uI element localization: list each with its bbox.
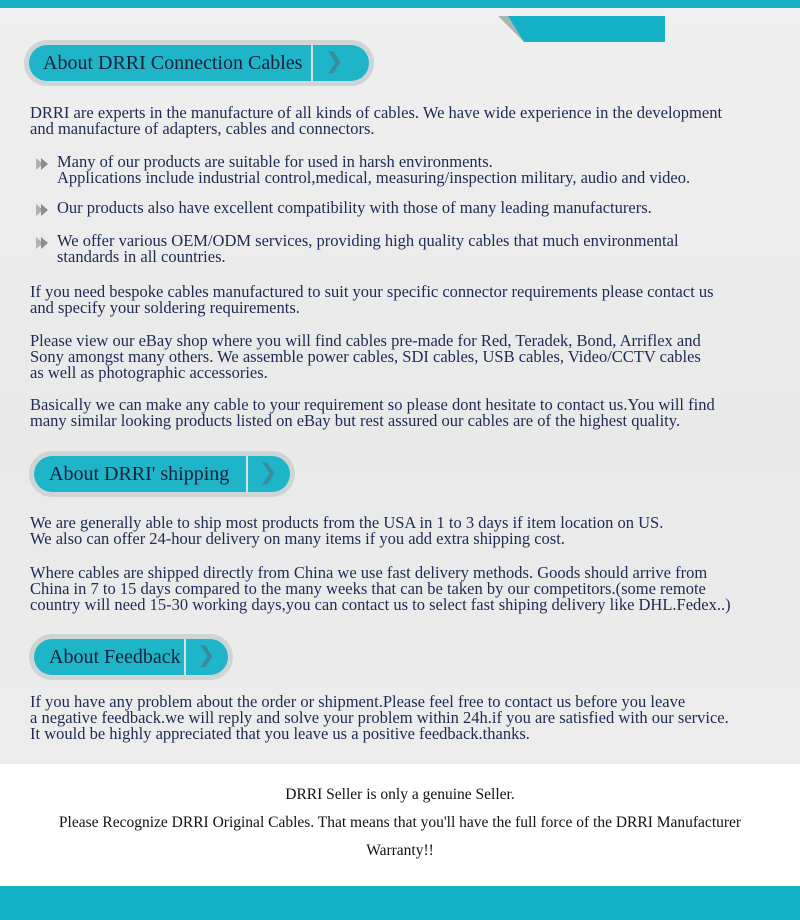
shipping-china-paragraph xyxy=(30,565,731,613)
chevron-right-icon: ❯ xyxy=(325,49,344,74)
paragraph-line: We also can offer 24-hour delivery on many items if you add extra shipping cost. xyxy=(30,529,565,548)
paragraph-line: and specify your soldering requirements. xyxy=(30,298,300,317)
feedback-heading-label: About Feedback xyxy=(49,646,181,668)
shipping-heading-label: About DRRI' shipping xyxy=(49,463,230,485)
bullet-arrow-icon xyxy=(35,236,49,250)
bespoke-paragraph xyxy=(30,284,714,316)
bullet-line: Our products also have excellent compatibility with those of many leading manufacturers. xyxy=(57,198,652,217)
content-panel xyxy=(0,8,800,764)
genuine-seller-note xyxy=(0,781,800,865)
bullet-line: Applications include industrial control,medical, measuring/inspection military, audio and video. xyxy=(57,168,691,187)
about-intro-line: and manufacture of adapters, cables and connectors. xyxy=(30,119,375,138)
shipping-usa-paragraph xyxy=(30,515,663,547)
chevron-right-icon: ❯ xyxy=(259,460,278,485)
capability-paragraph xyxy=(30,397,715,429)
bullet-line: We offer various OEM/ODM services, providing high quality cables that much environmental xyxy=(57,231,679,250)
feature-bullet-item xyxy=(57,154,690,186)
heading-separator xyxy=(246,456,248,492)
heading-separator xyxy=(184,639,186,675)
paragraph-line: a negative feedback.we will reply and solve your problem within 24h.if you are satisfied with our service. xyxy=(30,708,729,727)
feedback-paragraph xyxy=(30,694,729,742)
chevron-right-icon: ❯ xyxy=(197,643,216,668)
heading-separator xyxy=(311,45,313,81)
paragraph-line: as well as photographic accessories. xyxy=(30,363,268,382)
feature-bullet-item xyxy=(57,233,679,265)
paragraph-line: If you have any problem about the order or shipment.Please feel free to contact us before you leave xyxy=(30,692,686,711)
footer-line: Please Recognize DRRI Original Cables. That means that you'll have the full force of the DRRI Manufacturer xyxy=(58,814,742,831)
about-intro xyxy=(30,105,722,137)
about-cables-heading[interactable] xyxy=(24,40,374,86)
bullet-line: standards in all countries. xyxy=(57,247,226,266)
bullet-arrow-icon xyxy=(35,157,49,171)
bottom-accent-bar xyxy=(0,886,800,920)
paragraph-line: Sony amongst many others. We assemble power cables, SDI cables, USB cables, Video/CCTV cables xyxy=(30,347,701,366)
feedback-heading[interactable] xyxy=(29,634,233,680)
shipping-heading[interactable] xyxy=(29,451,295,497)
paragraph-line: China in 7 to 15 days compared to the many weeks that can be taken by our competitors.(some remote xyxy=(30,579,706,598)
top-accent-bar xyxy=(0,0,800,8)
footer-line: Warranty!! xyxy=(366,842,434,859)
feature-bullet-item xyxy=(57,200,652,216)
paragraph-line: Where cables are shipped directly from China we use fast delivery methods. Goods should arrive from xyxy=(30,563,708,582)
paragraph-line: country will need 15-30 working days,you can contact us to select fast shiping delivery like DHL.Fedex..) xyxy=(30,595,731,614)
about-cables-heading-label: About DRRI Connection Cables xyxy=(43,52,303,74)
top-tab-decoration xyxy=(498,16,665,42)
paragraph-line: We are generally able to ship most products from the USA in 1 to 3 days if item location on US. xyxy=(30,513,664,532)
footer-line: DRRI Seller is only a genuine Seller. xyxy=(285,786,515,803)
about-intro-line: DRRI are experts in the manufacture of all kinds of cables. We have wide experience in the development xyxy=(30,103,723,122)
ebay-paragraph xyxy=(30,333,701,381)
paragraph-line: Basically we can make any cable to your requirement so please dont hesitate to contact us.You will find xyxy=(30,395,715,414)
paragraph-line: Please view our eBay shop where you will find cables pre-made for Red, Teradek, Bond, Arriflex and xyxy=(30,331,701,350)
paragraph-line: many similar looking products listed on eBay but rest assured our cables are of the highest quality. xyxy=(30,411,681,430)
bullet-arrow-icon xyxy=(35,203,49,217)
paragraph-line: If you need bespoke cables manufactured to suit your specific connector requirements please contact us xyxy=(30,282,714,301)
paragraph-line: It would be highly appreciated that you leave us a positive feedback.thanks. xyxy=(30,724,530,743)
bullet-line: Many of our products are suitable for used in harsh environments. xyxy=(57,152,493,171)
